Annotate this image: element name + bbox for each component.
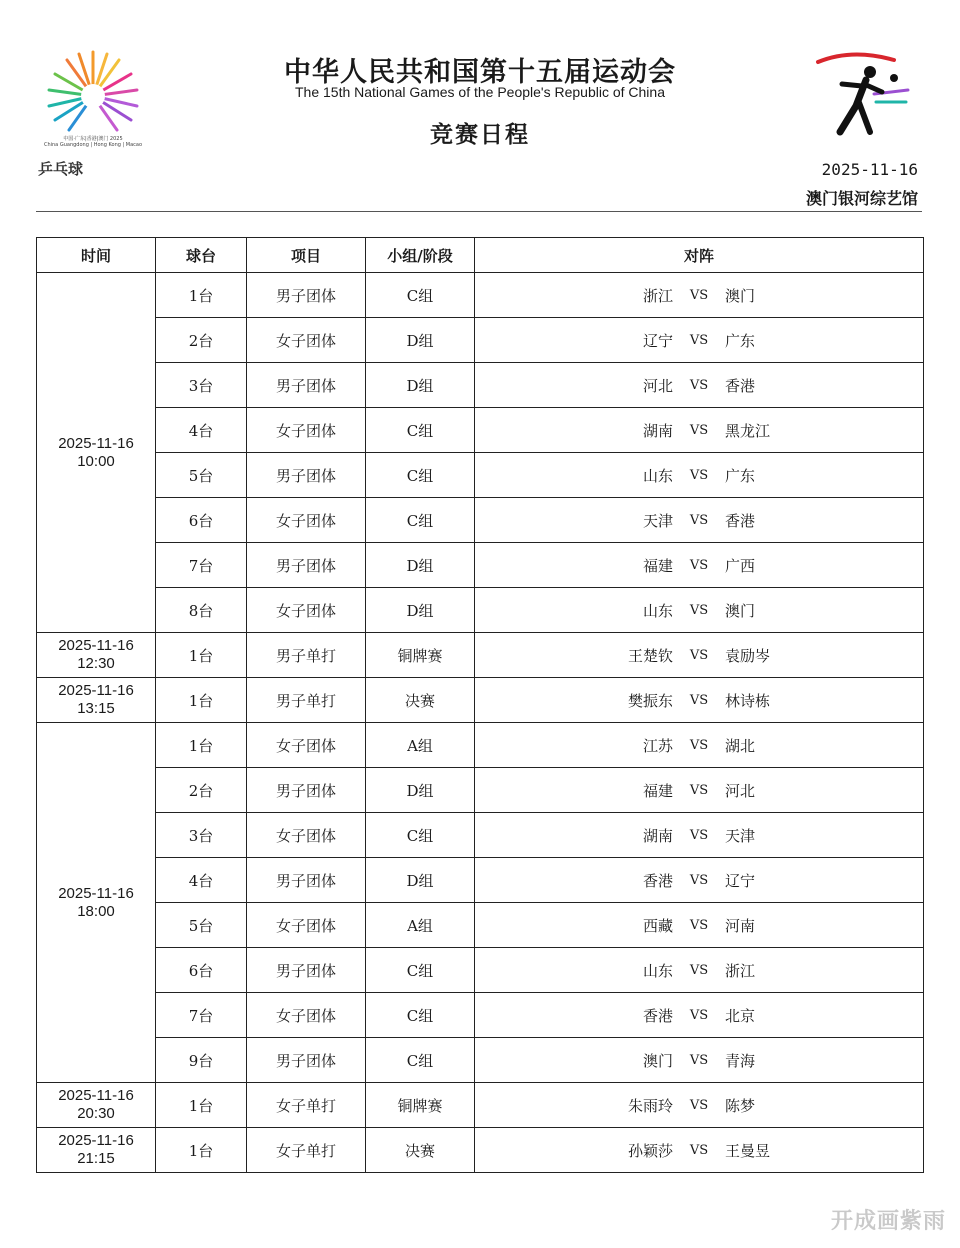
table-row xyxy=(37,273,924,318)
matchup-cell xyxy=(475,903,924,948)
vs-label: VS xyxy=(689,467,709,483)
team-b: 湖北 xyxy=(725,736,756,755)
stage-cell: D组 xyxy=(366,318,475,363)
vs-label: VS xyxy=(689,287,709,303)
schedule-body xyxy=(37,273,924,1173)
team-a: 河北 xyxy=(642,376,673,395)
stage-cell: D组 xyxy=(366,363,475,408)
schedule-date: 2025-11-16 xyxy=(821,160,918,179)
time-cell xyxy=(37,1128,156,1173)
team-a: 江苏 xyxy=(642,736,673,755)
table-number-cell: 5台 xyxy=(156,903,247,948)
team-b: 林诗栋 xyxy=(725,691,771,710)
table-row xyxy=(37,948,924,993)
event-cell: 女子团体 xyxy=(247,723,366,768)
matchup xyxy=(613,1050,785,1071)
emblem-caption-cn: 中国·广东|香港|澳门 2025 xyxy=(63,136,123,142)
header-time: 时间 xyxy=(37,238,156,273)
vs-label: VS xyxy=(689,962,709,978)
event-cell: 女子团体 xyxy=(247,993,366,1038)
team-a: 山东 xyxy=(642,601,673,620)
matchup xyxy=(613,825,785,846)
team-b: 香港 xyxy=(725,376,756,395)
time-date: 2025-11-16 xyxy=(58,884,134,902)
time-date: 2025-11-16 xyxy=(58,434,134,452)
matchup xyxy=(613,600,785,621)
stage-cell: C组 xyxy=(366,1038,475,1083)
table-number-cell: 6台 xyxy=(156,948,247,993)
table-header-row xyxy=(37,238,924,273)
matchup xyxy=(613,870,785,891)
vs-label: VS xyxy=(689,332,709,348)
table-row xyxy=(37,993,924,1038)
matchup-cell xyxy=(475,453,924,498)
table-row xyxy=(37,768,924,813)
team-b: 广西 xyxy=(725,556,756,575)
vs-label: VS xyxy=(689,692,709,708)
event-cell: 男子团体 xyxy=(247,363,366,408)
matchup xyxy=(613,735,785,756)
matchup-cell xyxy=(475,1128,924,1173)
table-row xyxy=(37,813,924,858)
matchup-cell xyxy=(475,588,924,633)
table-number-cell: 4台 xyxy=(156,408,247,453)
page-title-cn: 中华人民共和国第十五届运动会 xyxy=(284,57,676,88)
matchup-cell xyxy=(475,498,924,543)
matchup-cell xyxy=(475,1038,924,1083)
matchup xyxy=(613,960,785,981)
time-cell xyxy=(37,273,156,633)
time-date: 2025-11-16 xyxy=(58,1132,134,1149)
vs-label: VS xyxy=(689,827,709,843)
table-row xyxy=(37,408,924,453)
stage-cell: 决赛 xyxy=(366,1128,475,1173)
stage-cell: A组 xyxy=(366,723,475,768)
stage-cell: C组 xyxy=(366,453,475,498)
table-number-cell: 8台 xyxy=(156,588,247,633)
team-a: 樊振东 xyxy=(627,691,673,710)
stage-cell: A组 xyxy=(366,903,475,948)
matchup xyxy=(613,645,785,666)
team-a: 西藏 xyxy=(642,916,673,935)
time-clock: 13:15 xyxy=(77,700,115,717)
event-cell: 男子单打 xyxy=(247,633,366,678)
team-a: 香港 xyxy=(642,1006,673,1025)
table-row xyxy=(37,318,924,363)
team-a: 天津 xyxy=(642,511,673,530)
time-date: 2025-11-16 xyxy=(58,682,134,699)
matchup-cell xyxy=(475,1083,924,1128)
event-cell: 男子团体 xyxy=(247,453,366,498)
team-a: 朱雨玲 xyxy=(627,1096,673,1115)
event-cell: 男子团体 xyxy=(247,948,366,993)
team-b: 澳门 xyxy=(725,601,756,620)
stage-cell: D组 xyxy=(366,588,475,633)
vs-label: VS xyxy=(689,1052,709,1068)
matchup-cell xyxy=(475,768,924,813)
table-row xyxy=(37,678,924,723)
event-cell: 女子团体 xyxy=(247,588,366,633)
matchup-cell xyxy=(475,813,924,858)
table-number-cell: 1台 xyxy=(156,633,247,678)
table-number-cell: 1台 xyxy=(156,1128,247,1173)
time-cell xyxy=(37,723,156,1083)
table-row xyxy=(37,858,924,903)
vs-label: VS xyxy=(689,377,709,393)
vs-label: VS xyxy=(689,917,709,933)
team-a: 香港 xyxy=(642,871,673,890)
sport-name: 乒乓球 xyxy=(38,160,84,178)
table-row xyxy=(37,723,924,768)
team-a: 孙颖莎 xyxy=(627,1141,673,1160)
time-clock: 20:30 xyxy=(77,1105,115,1122)
stage-cell: C组 xyxy=(366,273,475,318)
team-b: 河北 xyxy=(725,781,756,800)
team-a: 山东 xyxy=(642,466,673,485)
event-cell: 女子团体 xyxy=(247,498,366,543)
stage-cell: 决赛 xyxy=(366,678,475,723)
stage-cell: D组 xyxy=(366,543,475,588)
matchup xyxy=(613,690,785,711)
vs-label: VS xyxy=(689,647,709,663)
table-tennis-pictogram-icon xyxy=(812,48,912,140)
matchup-cell xyxy=(475,858,924,903)
watermark: 开成画紫雨 xyxy=(830,1209,946,1234)
matchup-cell xyxy=(475,273,924,318)
team-b: 陈梦 xyxy=(725,1096,756,1115)
event-cell: 女子团体 xyxy=(247,813,366,858)
event-cell: 男子团体 xyxy=(247,273,366,318)
event-cell: 男子团体 xyxy=(247,768,366,813)
page-title-en: The 15th National Games of the People's Republic of China xyxy=(294,84,665,100)
table-number-cell: 1台 xyxy=(156,723,247,768)
vs-label: VS xyxy=(689,782,709,798)
stage-cell: C组 xyxy=(366,408,475,453)
matchup-cell xyxy=(475,723,924,768)
time-clock: 21:15 xyxy=(77,1150,115,1167)
vs-label: VS xyxy=(689,1007,709,1023)
event-cell: 女子团体 xyxy=(247,318,366,363)
matchup xyxy=(613,915,785,936)
matchup-cell xyxy=(475,633,924,678)
header-stage: 小组/阶段 xyxy=(366,238,475,273)
matchup xyxy=(613,510,785,531)
event-cell: 女子团体 xyxy=(247,903,366,948)
team-a: 山东 xyxy=(642,961,673,980)
schedule-title: 竞赛日程 xyxy=(430,122,530,148)
table-number-cell: 3台 xyxy=(156,813,247,858)
time-cell xyxy=(37,633,156,678)
team-b: 浙江 xyxy=(725,961,756,980)
time-clock: 10:00 xyxy=(77,452,115,470)
team-b: 王曼昱 xyxy=(725,1141,771,1160)
stage-cell: D组 xyxy=(366,858,475,903)
matchup-cell xyxy=(475,318,924,363)
team-b: 天津 xyxy=(725,826,756,845)
team-b: 广东 xyxy=(725,331,756,350)
stage-cell: 铜牌赛 xyxy=(366,633,475,678)
team-b: 青海 xyxy=(725,1051,756,1070)
table-row xyxy=(37,1038,924,1083)
team-a: 湖南 xyxy=(642,421,673,440)
vs-label: VS xyxy=(689,602,709,618)
team-b: 辽宁 xyxy=(725,871,756,890)
team-b: 河南 xyxy=(725,916,756,935)
team-a: 浙江 xyxy=(642,286,673,305)
event-cell: 女子单打 xyxy=(247,1128,366,1173)
matchup-cell xyxy=(475,678,924,723)
event-cell: 女子单打 xyxy=(247,1083,366,1128)
time-clock: 18:00 xyxy=(77,902,115,920)
time-clock: 12:30 xyxy=(77,655,115,672)
vs-label: VS xyxy=(689,512,709,528)
table-number-cell: 1台 xyxy=(156,273,247,318)
stage-cell: C组 xyxy=(366,498,475,543)
table-row xyxy=(37,903,924,948)
matchup xyxy=(613,1095,785,1116)
time-date: 2025-11-16 xyxy=(58,1087,134,1104)
header-table-no: 球台 xyxy=(156,238,247,273)
time-date: 2025-11-16 xyxy=(58,637,134,654)
event-cell: 男子团体 xyxy=(247,858,366,903)
table-number-cell: 1台 xyxy=(156,678,247,723)
table-number-cell: 6台 xyxy=(156,498,247,543)
event-cell: 男子团体 xyxy=(247,1038,366,1083)
table-row xyxy=(37,453,924,498)
table-number-cell: 7台 xyxy=(156,993,247,1038)
table-number-cell: 3台 xyxy=(156,363,247,408)
table-number-cell: 1台 xyxy=(156,1083,247,1128)
table-row xyxy=(37,363,924,408)
vs-label: VS xyxy=(689,1097,709,1113)
stage-cell: 铜牌赛 xyxy=(366,1083,475,1128)
matchup xyxy=(613,1005,785,1026)
stage-cell: C组 xyxy=(366,813,475,858)
table-number-cell: 2台 xyxy=(156,768,247,813)
matchup-cell xyxy=(475,408,924,453)
table-row xyxy=(37,1128,924,1173)
event-cell: 男子团体 xyxy=(247,543,366,588)
header-divider xyxy=(36,211,922,212)
stage-cell: C组 xyxy=(366,948,475,993)
team-b: 北京 xyxy=(725,1006,756,1025)
table-row xyxy=(37,588,924,633)
event-cell: 女子团体 xyxy=(247,408,366,453)
team-a: 澳门 xyxy=(642,1051,673,1070)
table-row xyxy=(37,498,924,543)
team-b: 黑龙江 xyxy=(725,421,771,440)
matchup xyxy=(613,330,785,351)
header-matchup: 对阵 xyxy=(475,238,924,273)
table-number-cell: 2台 xyxy=(156,318,247,363)
table-row xyxy=(37,633,924,678)
team-b: 澳门 xyxy=(725,286,756,305)
matchup-cell xyxy=(475,543,924,588)
table-number-cell: 5台 xyxy=(156,453,247,498)
table-number-cell: 7台 xyxy=(156,543,247,588)
matchup xyxy=(613,420,785,441)
vs-label: VS xyxy=(689,557,709,573)
team-b: 广东 xyxy=(725,466,756,485)
matchup xyxy=(613,555,785,576)
matchup xyxy=(613,375,785,396)
table-number-cell: 4台 xyxy=(156,858,247,903)
schedule-table xyxy=(36,237,924,1173)
team-b: 香港 xyxy=(725,511,756,530)
table-row xyxy=(37,543,924,588)
team-a: 王楚钦 xyxy=(627,646,673,665)
event-cell: 男子单打 xyxy=(247,678,366,723)
matchup xyxy=(613,465,785,486)
vs-label: VS xyxy=(689,422,709,438)
team-a: 福建 xyxy=(642,556,673,575)
team-a: 福建 xyxy=(642,781,673,800)
vs-label: VS xyxy=(689,737,709,753)
matchup-cell xyxy=(475,363,924,408)
matchup xyxy=(613,285,785,306)
vs-label: VS xyxy=(689,872,709,888)
stage-cell: D组 xyxy=(366,768,475,813)
emblem-caption-en: China Guangdong | Hong Kong | Macao xyxy=(43,142,143,148)
venue-name: 澳门银河综艺馆 xyxy=(805,189,918,208)
team-b: 袁励岑 xyxy=(725,646,771,665)
table-row xyxy=(37,1083,924,1128)
table-number-cell: 9台 xyxy=(156,1038,247,1083)
matchup-cell xyxy=(475,948,924,993)
time-cell xyxy=(37,678,156,723)
matchup-cell xyxy=(475,993,924,1038)
matchup xyxy=(613,1140,785,1161)
team-a: 辽宁 xyxy=(642,331,673,350)
matchup xyxy=(613,780,785,801)
team-a: 湖南 xyxy=(642,826,673,845)
vs-label: VS xyxy=(689,1142,709,1158)
header-event: 项目 xyxy=(247,238,366,273)
time-cell xyxy=(37,1083,156,1128)
stage-cell: C组 xyxy=(366,993,475,1038)
